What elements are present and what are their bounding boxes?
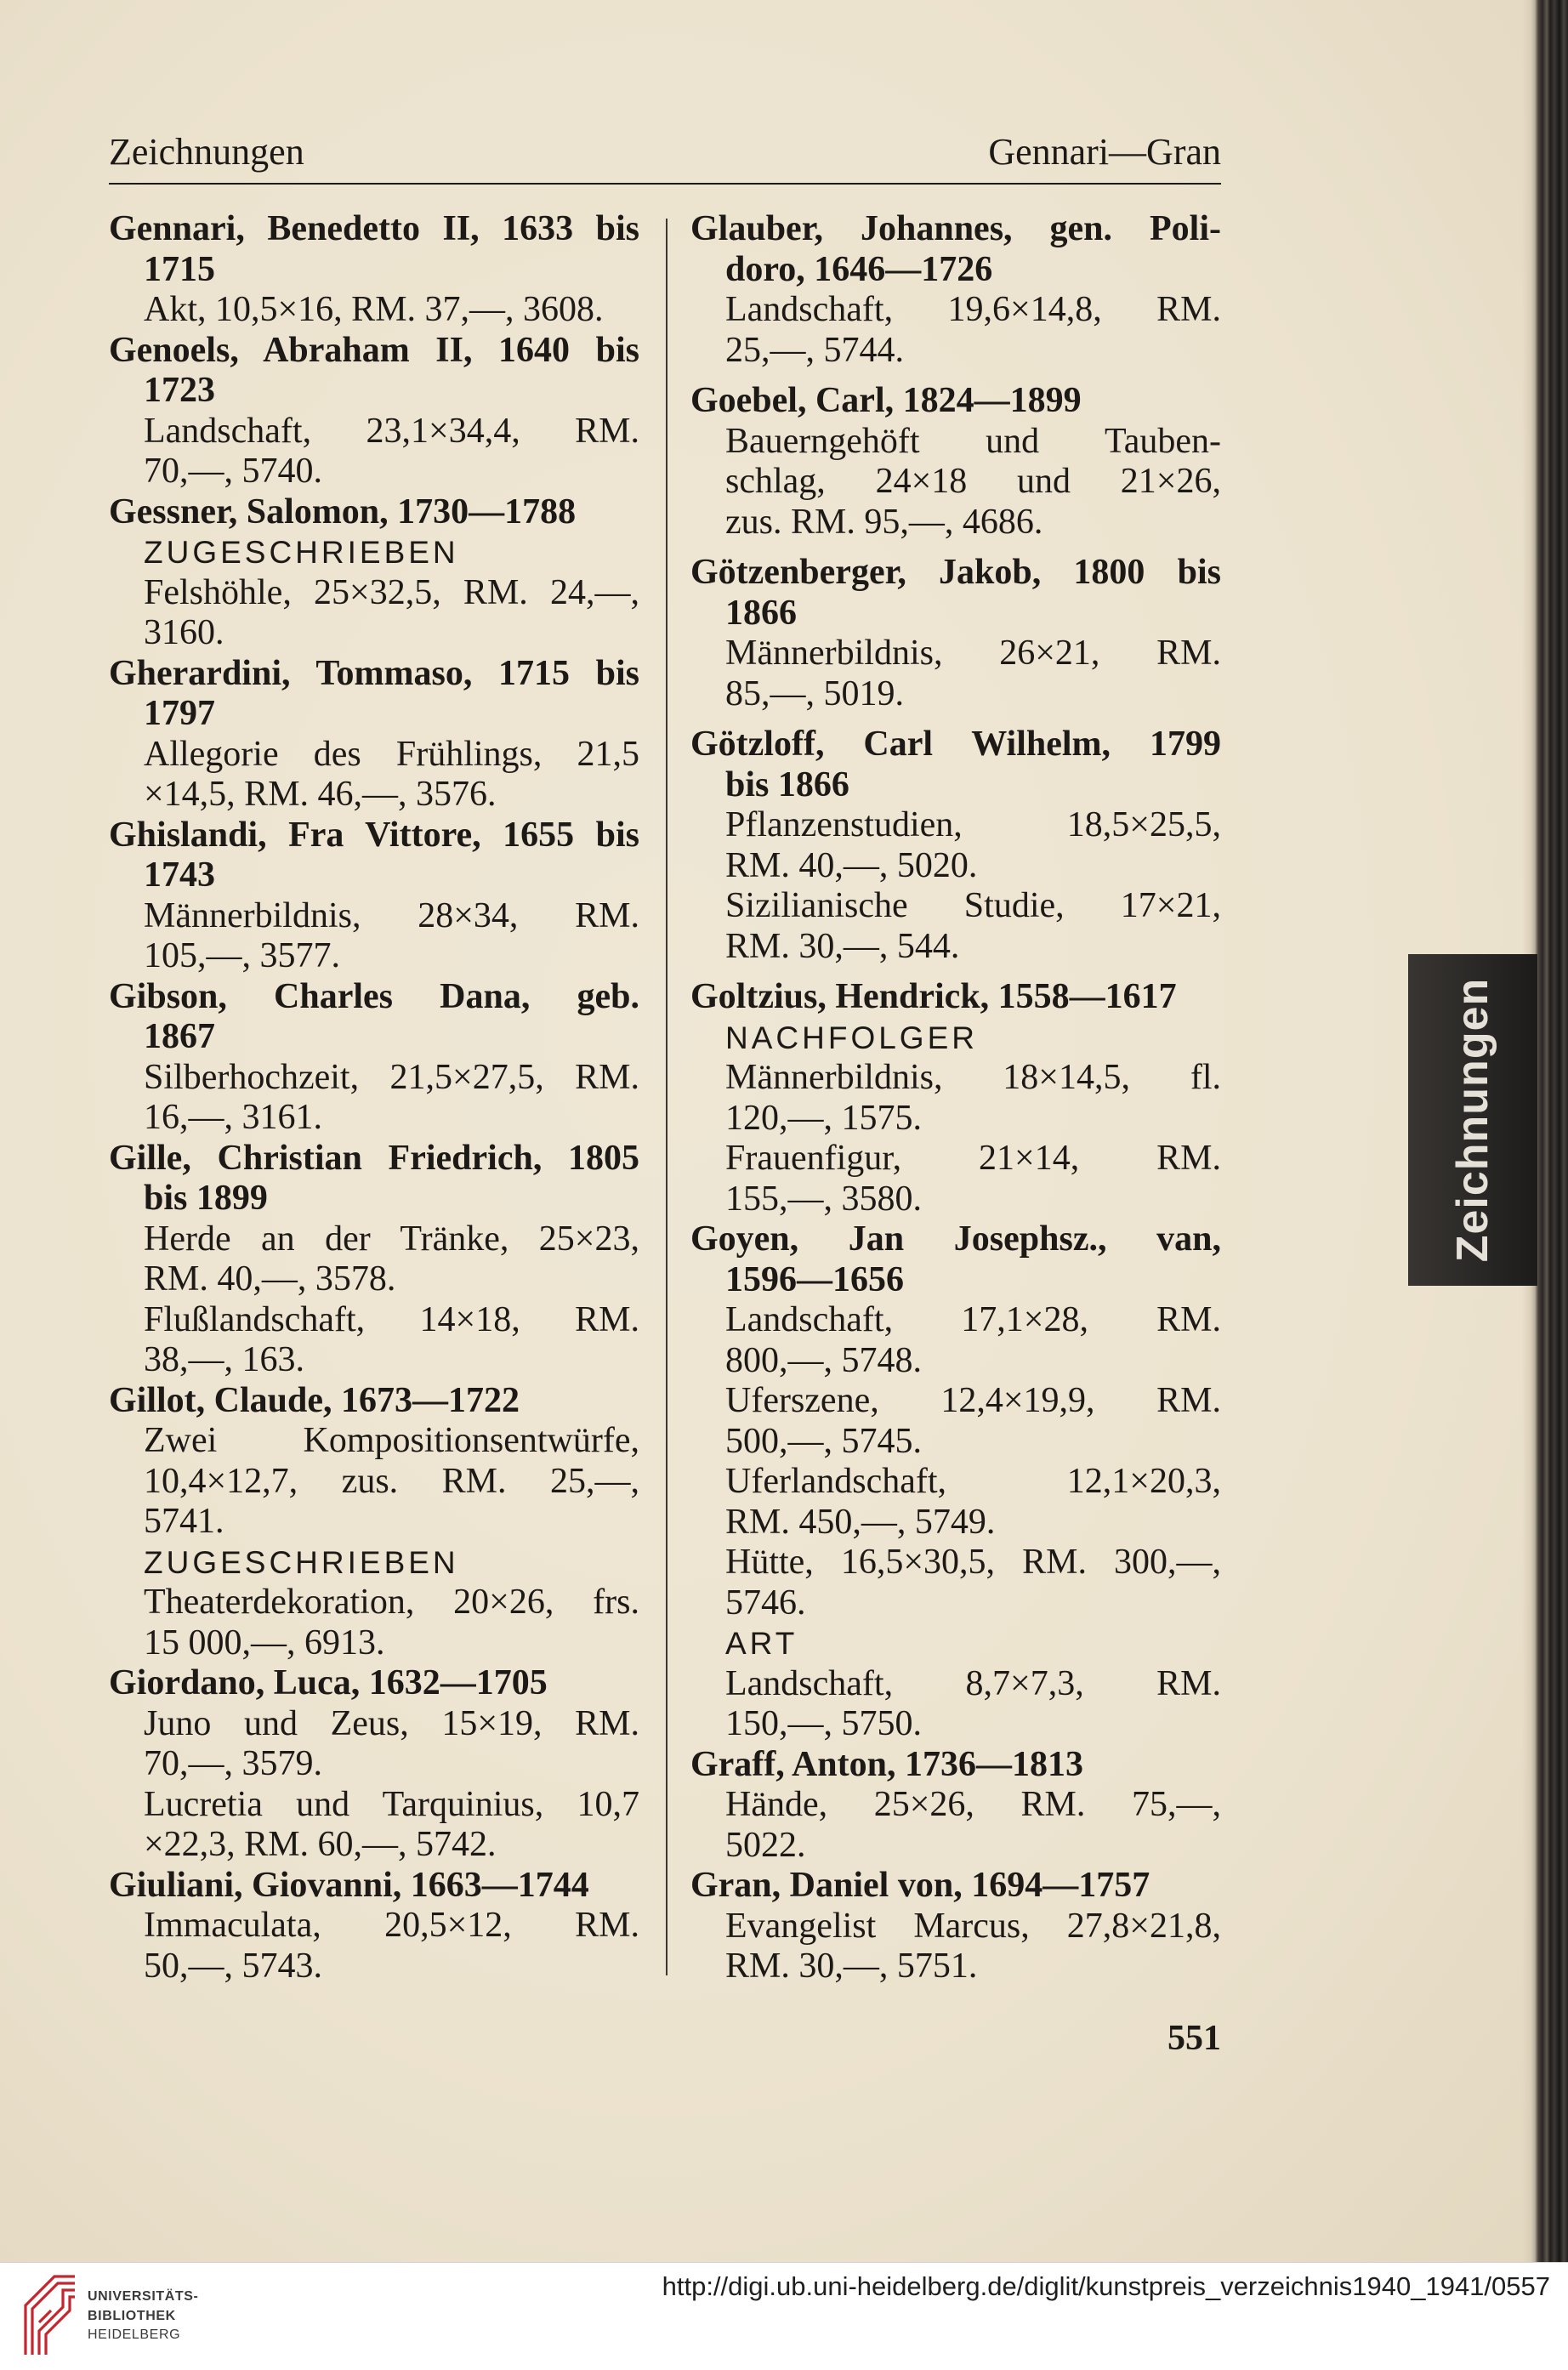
work-line: Männerbildnis, 18×14,5, fl.: [725, 1058, 1221, 1097]
work-line: schlag, 24×18 und 21×26,: [725, 462, 1221, 501]
digitization-url: http://digi.ub.uni-heidelberg.de/diglit/kunstpreis_verzeichnis1940_1941/0557: [662, 2271, 1550, 2301]
catalog-entry: [109, 1663, 639, 1866]
artist-name-line: Goebel, Carl, 1824—1899: [690, 381, 1082, 420]
page-number: 551: [1167, 2019, 1221, 2058]
work-line: RM. 30,—, 5751.: [725, 1947, 978, 1986]
work-line: zus. RM. 95,—, 4686.: [725, 502, 1043, 542]
artist-name-line: Giordano, Luca, 1632—1705: [109, 1663, 548, 1702]
work-line: Theaterdekoration, 20×26, frs.: [144, 1583, 639, 1622]
work-item: [690, 1907, 1221, 1987]
work-line: Männerbildnis, 26×21, RM.: [725, 634, 1221, 673]
catalog-entry: [109, 331, 639, 492]
work-line: 38,—, 163.: [144, 1340, 304, 1379]
work-line: 10,4×12,7, zus. RM. 25,—,: [144, 1461, 639, 1501]
work-item: [109, 532, 639, 654]
thumb-tab-label: Zeichnungen: [1448, 977, 1497, 1263]
artist-name-line: Götzloff, Carl Wilhelm, 1799: [690, 725, 1221, 764]
work-line: Uferlandschaft, 12,1×20,3,: [725, 1462, 1221, 1501]
work-line: 800,—, 5748.: [725, 1340, 922, 1380]
artist-name-line: Glauber, Johannes, gen. Poli-: [690, 209, 1221, 248]
library-logo-icon: [20, 2271, 80, 2356]
catalog-entry: [109, 1866, 639, 1987]
work-item: [109, 1906, 639, 1986]
library-name: [88, 2288, 198, 2345]
artist-name-line: 1797: [144, 694, 215, 733]
work-item: [109, 1543, 639, 1664]
work-line: 5741.: [144, 1502, 224, 1541]
work-line: 25,—, 5744.: [725, 330, 904, 370]
section-thumb-tab: [1408, 954, 1537, 1286]
work-item: [109, 735, 639, 816]
work-item: [109, 290, 639, 331]
work-item: [109, 1058, 639, 1139]
work-line: Uferszene, 12,4×19,9, RM.: [725, 1381, 1221, 1420]
artist-name-line: Gille, Christian Friedrich, 1805: [109, 1138, 639, 1178]
work-line: ×22,3, RM. 60,—, 5742.: [144, 1825, 497, 1864]
right-column: [690, 209, 1221, 1987]
work-line: 5746.: [725, 1583, 806, 1623]
work-line: Allegorie des Frühlings, 21,5: [144, 734, 639, 774]
work-line: Felshöhle, 25×32,5, RM. 24,—,: [144, 572, 639, 612]
work-line: 16,—, 3161.: [144, 1098, 322, 1137]
artist-name-line: 1866: [725, 593, 797, 633]
artist-name-line: Gran, Daniel von, 1694—1757: [690, 1866, 1150, 1905]
work-item: [109, 1704, 639, 1785]
catalog-entry: [109, 977, 639, 1139]
work-line: ×14,5, RM. 46,—, 3576.: [144, 775, 497, 814]
work-item: [690, 290, 1221, 371]
work-item: [109, 896, 639, 977]
work-line: 70,—, 3579.: [144, 1744, 322, 1783]
library-name-line: HEIDELBERG: [88, 2327, 181, 2342]
catalog-entry: [690, 209, 1221, 371]
attribution-label: ART: [725, 1626, 798, 1661]
work-line: 85,—, 5019.: [725, 673, 904, 713]
artist-name-line: Giuliani, Giovanni, 1663—1744: [109, 1865, 589, 1905]
work-line: 500,—, 5745.: [725, 1421, 922, 1461]
artist-name-line: 1715: [144, 249, 215, 289]
work-line: Lucretia und Tarquinius, 10,7: [144, 1784, 639, 1824]
work-line: Pflanzenstudien, 18,5×25,5,: [725, 805, 1221, 844]
work-item: [690, 1139, 1221, 1219]
library-name-line: BIBLIOTHEK: [88, 2308, 176, 2323]
work-line: 15 000,—, 6913.: [144, 1623, 385, 1662]
work-item: [109, 412, 639, 492]
work-line: 70,—, 5740.: [144, 452, 322, 491]
work-item: [690, 1462, 1221, 1543]
work-item: [690, 1300, 1221, 1381]
running-head-range: Gennari—Gran: [988, 131, 1221, 173]
artist-name-line: Gillot, Claude, 1673—1722: [109, 1380, 520, 1420]
work-line: RM. 40,—, 3578.: [144, 1259, 396, 1299]
work-line: Immaculata, 20,5×12, RM.: [144, 1906, 639, 1945]
work-line: Hände, 25×26, RM. 75,—,: [725, 1785, 1221, 1824]
work-line: 50,—, 5743.: [144, 1946, 322, 1986]
work-line: 120,—, 1575.: [725, 1098, 922, 1138]
work-line: Männerbildnis, 28×34, RM.: [144, 895, 639, 935]
work-item: [690, 634, 1221, 714]
artist-name-line: Gessner, Salomon, 1730—1788: [109, 492, 577, 531]
work-item: [109, 1421, 639, 1543]
running-head-section: Zeichnungen: [109, 131, 304, 173]
catalog-entry: [690, 977, 1221, 1219]
work-line: Zwei Kompositionsentwürfe,: [144, 1421, 639, 1460]
artist-name-line: Gennari, Benedetto II, 1633 bis: [109, 209, 639, 248]
artist-name-line: 1723: [144, 371, 215, 410]
work-line: Silberhochzeit, 21,5×27,5, RM.: [144, 1057, 639, 1097]
work-line: Flußlandschaft, 14×18, RM.: [144, 1299, 639, 1339]
work-line: Frauenfigur, 21×14, RM.: [725, 1139, 1221, 1178]
work-item: [690, 1623, 1221, 1745]
artist-name-line: 1867: [144, 1017, 215, 1056]
work-line: Landschaft, 8,7×7,3, RM.: [725, 1663, 1221, 1703]
artist-name-line: Graff, Anton, 1736—1813: [690, 1744, 1083, 1784]
work-line: 150,—, 5750.: [725, 1704, 922, 1743]
work-line: RM. 450,—, 5749.: [725, 1502, 996, 1542]
artist-name-line: Götzenberger, Jakob, 1800 bis: [690, 553, 1221, 592]
artist-name-line: bis 1899: [144, 1179, 268, 1218]
column-divider: [666, 219, 668, 1975]
work-line: Sizilianische Studie, 17×21,: [725, 886, 1221, 925]
work-item: [109, 1219, 639, 1300]
catalog-entry: [690, 553, 1221, 714]
work-item: [109, 1300, 639, 1381]
left-column: [109, 209, 639, 1986]
catalog-entry: [109, 816, 639, 977]
catalog-entry: [690, 1219, 1221, 1745]
work-line: RM. 30,—, 544.: [725, 926, 960, 966]
catalog-entry: [109, 1381, 639, 1664]
library-name-line: UNIVERSITÄTS-: [88, 2289, 199, 2304]
work-line: Landschaft, 19,6×14,8, RM.: [725, 290, 1221, 329]
header-rule: [109, 183, 1221, 185]
work-item: [690, 1543, 1221, 1623]
catalog-entry: [109, 654, 639, 816]
work-line: Landschaft, 17,1×28, RM.: [725, 1300, 1221, 1339]
work-line: 3160.: [144, 613, 224, 652]
artist-name-line: Gibson, Charles Dana, geb.: [109, 976, 639, 1016]
work-line: Evangelist Marcus, 27,8×21,8,: [725, 1906, 1221, 1946]
work-line: Hütte, 16,5×30,5, RM. 300,—,: [725, 1543, 1221, 1582]
work-line: Bauerngehöft und Tauben-: [725, 421, 1221, 461]
artist-name-line: 1596—1656: [725, 1259, 904, 1299]
catalog-entry: [109, 209, 639, 331]
work-line: Juno und Zeus, 15×19, RM.: [144, 1703, 639, 1743]
catalog-entry: [690, 1745, 1221, 1867]
attribution-label: NACHFOLGER: [725, 1020, 978, 1055]
work-line: RM. 40,—, 5020.: [725, 845, 978, 885]
catalog-entry: [690, 725, 1221, 967]
artist-name-line: Gherardini, Tommaso, 1715 bis: [109, 653, 639, 693]
work-line: Akt, 10,5×16, RM. 37,—, 3608.: [144, 290, 604, 329]
attribution-label: ZUGESCHRIEBEN: [144, 1544, 459, 1580]
digitization-footer: [0, 2262, 1568, 2370]
work-item: [109, 1785, 639, 1866]
work-line: 5022.: [725, 1825, 806, 1865]
catalog-entry: [109, 1139, 639, 1381]
work-line: 105,—, 3577.: [144, 936, 340, 975]
catalog-entry: [690, 381, 1221, 543]
work-item: [690, 805, 1221, 886]
work-item: [690, 1785, 1221, 1866]
work-item: [690, 1381, 1221, 1462]
work-item: [690, 1018, 1221, 1140]
artist-name-line: Ghislandi, Fra Vittore, 1655 bis: [109, 815, 639, 855]
catalog-entry: [690, 1866, 1221, 1987]
artist-name-line: 1743: [144, 855, 215, 895]
attribution-label: ZUGESCHRIEBEN: [144, 535, 459, 570]
artist-name-line: bis 1866: [725, 764, 849, 804]
work-line: Herde an der Tränke, 25×23,: [144, 1219, 639, 1259]
work-line: 155,—, 3580.: [725, 1179, 922, 1219]
artist-name-line: Genoels, Abraham II, 1640 bis: [109, 330, 639, 370]
work-item: [690, 886, 1221, 967]
work-item: [690, 422, 1221, 543]
artist-name-line: Goltzius, Hendrick, 1558—1617: [690, 977, 1177, 1016]
artist-name-line: Goyen, Jan Josephsz., van,: [690, 1219, 1221, 1259]
work-line: Landschaft, 23,1×34,4, RM.: [144, 411, 639, 451]
artist-name-line: doro, 1646—1726: [725, 249, 993, 289]
catalog-entry: [109, 492, 639, 654]
